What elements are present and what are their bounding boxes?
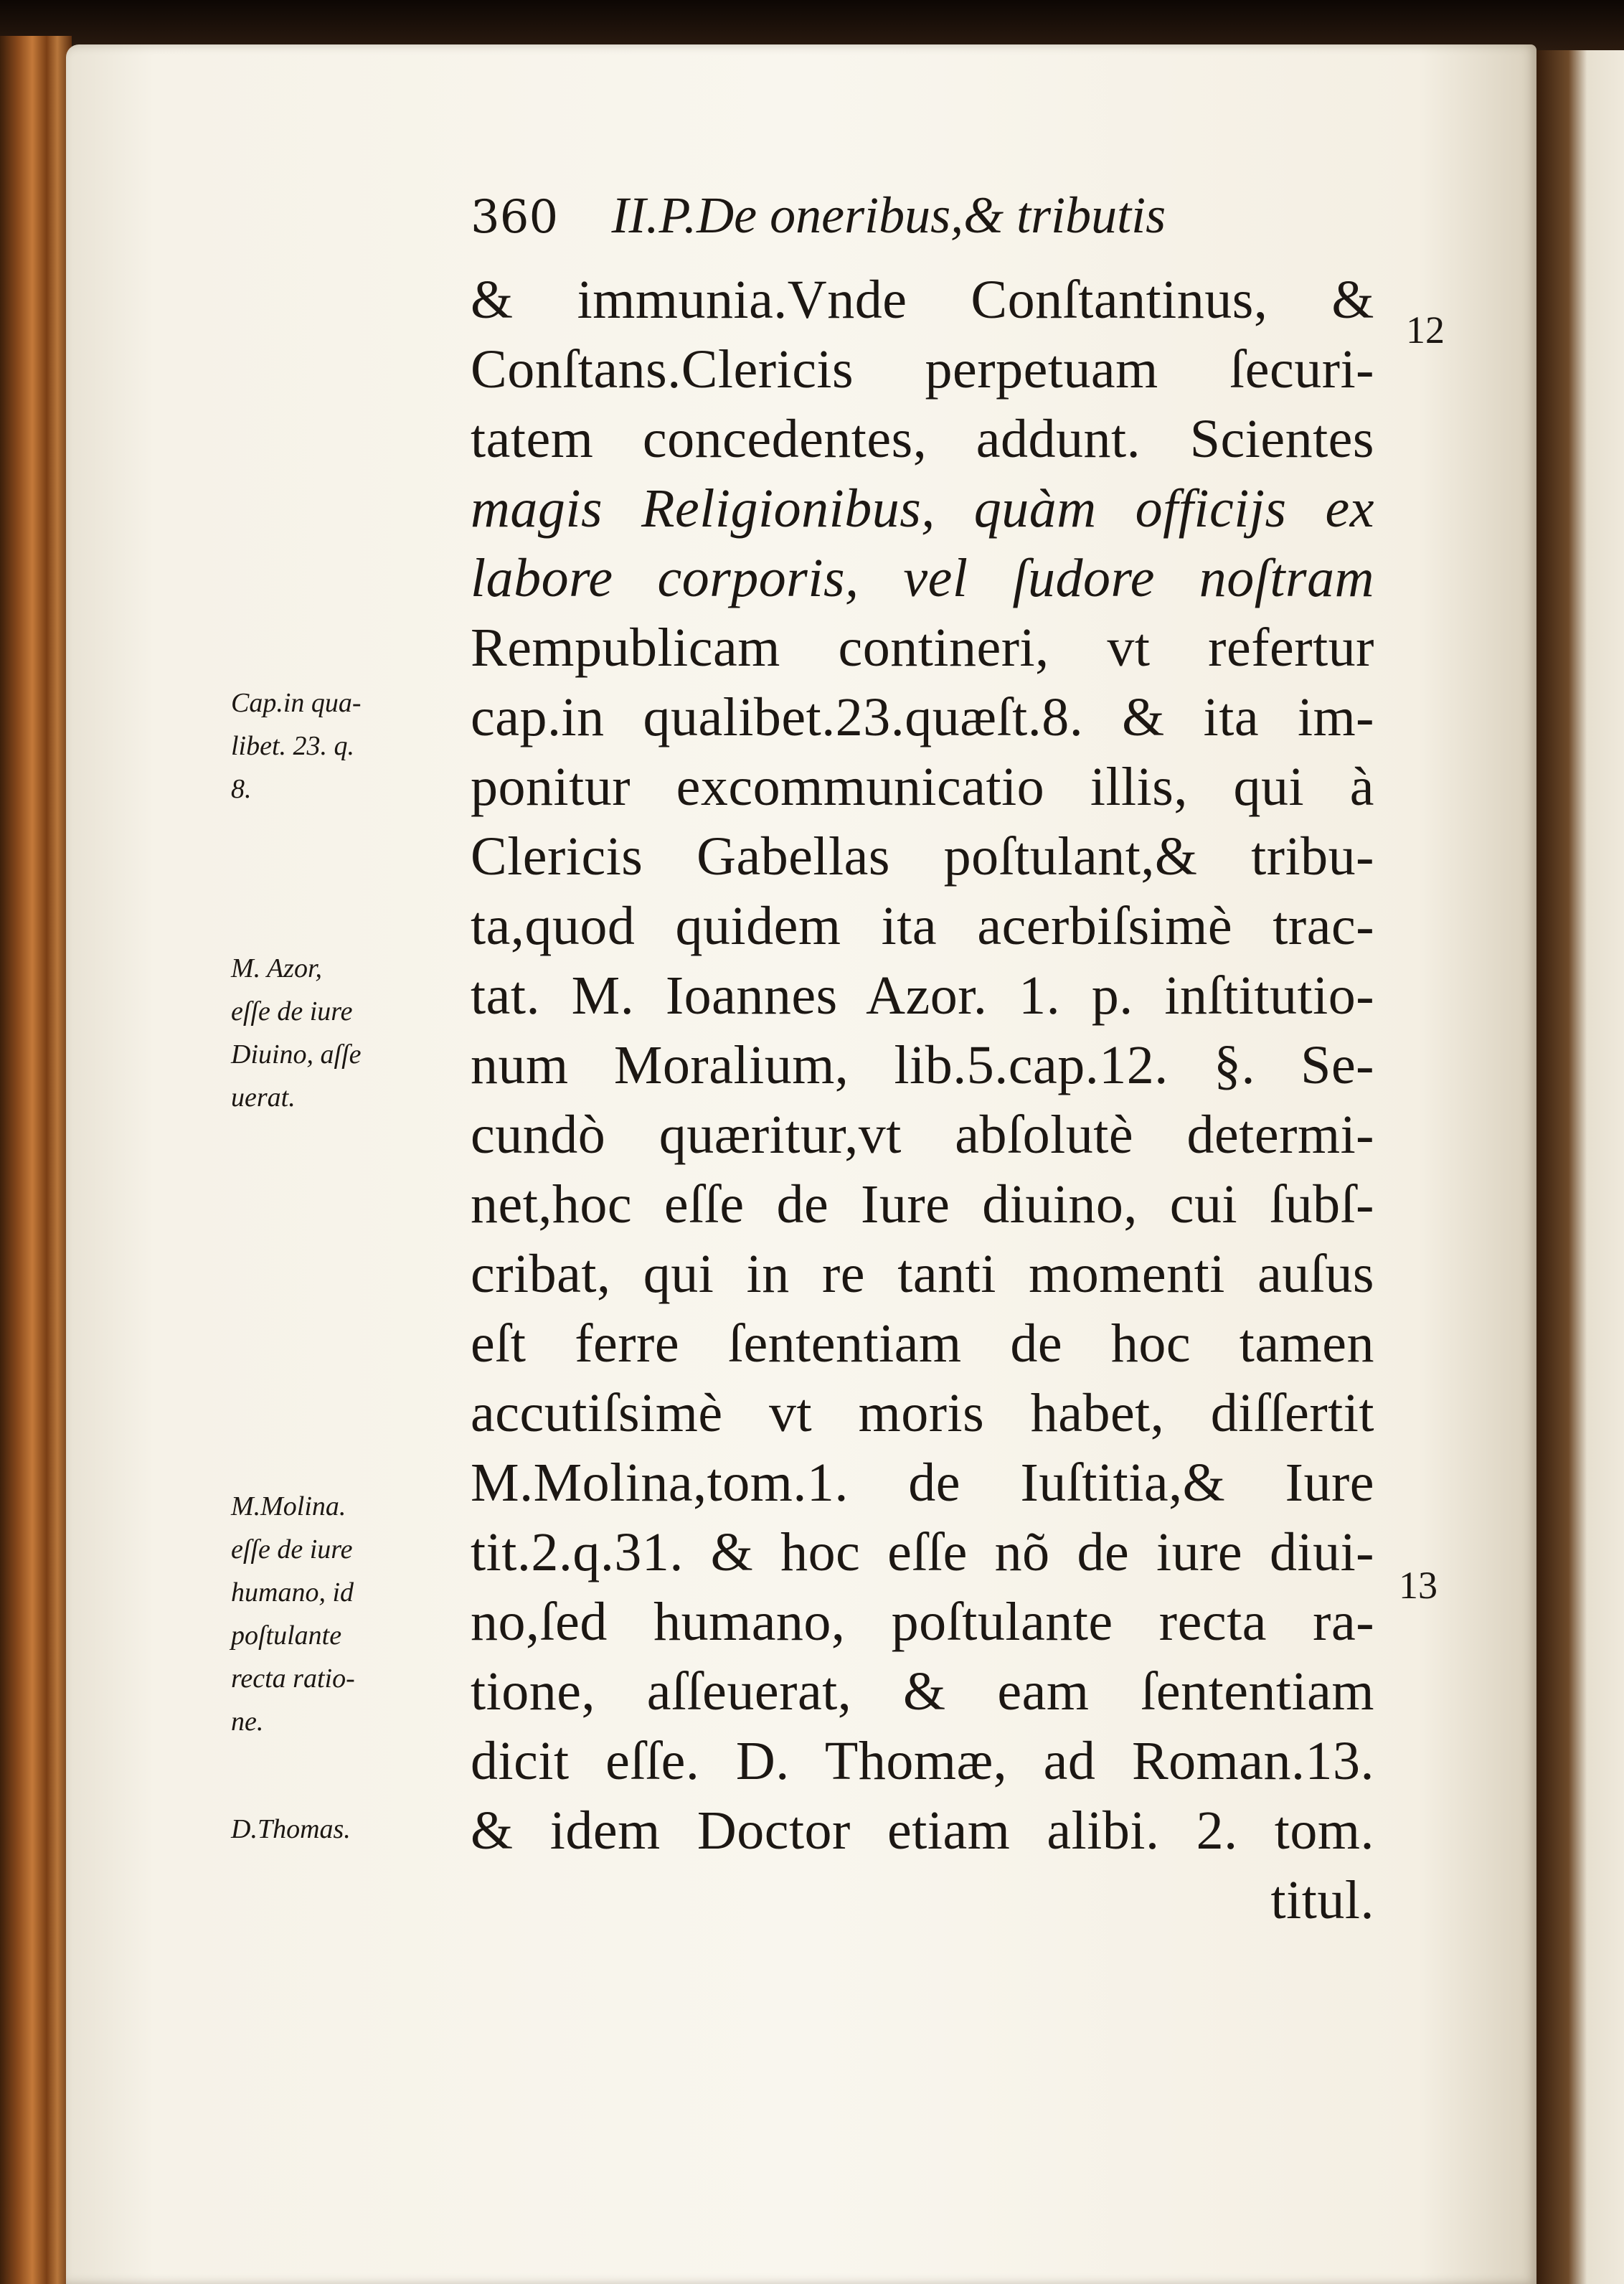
section-number-12: 12 (1406, 308, 1445, 351)
main-text-block (471, 265, 1374, 1935)
margin-note (231, 1485, 461, 1743)
text-line: titul. (1270, 1870, 1374, 1930)
text-line: eſt ferre ſententiam de hoc tamen (471, 1313, 1374, 1374)
text-line: tione, aſſeuerat, & eam ſententiam (471, 1661, 1374, 1722)
margin-note-line: M. Azor, (231, 953, 323, 983)
margin-note-line: eſſe de iure (231, 996, 353, 1027)
book-fore-edge (0, 36, 72, 2284)
text-line: dicit eſſe. D. Thomæ, ad Roman.13. (471, 1731, 1374, 1791)
margin-note (231, 1808, 461, 1851)
margin-note-line: Diuino, aſſe (231, 1039, 362, 1070)
margin-note (231, 947, 461, 1119)
margin-note-line: uerat. (231, 1082, 296, 1113)
margin-note-line: poſtulante (231, 1620, 342, 1651)
text-line: & idem Doctor etiam alibi. 2. tom. (471, 1801, 1374, 1861)
text-line: cundò quæritur,vt abſolutè determi- (471, 1105, 1374, 1165)
margin-note-line: 8. (231, 774, 252, 804)
text-line: cap.in qualibet.23.quæſt.8. & ita im- (471, 687, 1374, 747)
text-line: Rempublicam contineri, vt refertur (471, 618, 1374, 678)
book-top-edge (0, 0, 1624, 50)
margin-note-line: libet. 23. q. (231, 731, 355, 761)
margin-note-line: M.Molina. (231, 1491, 346, 1521)
text-line: tat. M. Ioannes Azor. 1. p. inſtitutio- (471, 966, 1374, 1026)
text-line: M.Molina,tom.1. de Iuſtitia,& Iure (471, 1453, 1374, 1513)
margin-note-line: Cap.in qua- (231, 688, 362, 718)
text-line: num Moralium, lib.5.cap.12. §. Se- (471, 1035, 1374, 1095)
text-line: Conſtans.Clericis perpetuam ſecuri- (471, 339, 1374, 400)
margin-note-line: ne. (231, 1707, 264, 1737)
margin-note-line: recta ratio- (231, 1664, 355, 1694)
margin-note-line: humano, id (231, 1577, 354, 1608)
text-line: & immunia.Vnde Conſtantinus, & (471, 270, 1374, 330)
page-number: 360 (471, 191, 559, 244)
margin-note-line: D.Thomas. (231, 1814, 351, 1844)
text-line: no,ſed humano, poſtulante recta ra- (471, 1592, 1374, 1652)
text-line: tit.2.q.31. & hoc eſſe nõ de iure diui- (471, 1522, 1374, 1582)
text-line: magis Religionibus, quàm officijs ex (471, 478, 1374, 539)
running-head-title: II.P.De oneribus,& tributis (611, 187, 1166, 244)
text-line: ta,quod quidem ita acerbiſsimè trac- (471, 896, 1374, 956)
text-line: accutiſsimè vt moris habet, diſſertit (471, 1383, 1374, 1443)
running-head (471, 179, 1389, 251)
text-line: cribat, qui in re tanti momenti auſus (471, 1244, 1374, 1304)
facing-page-edge (1531, 50, 1624, 2284)
text-line: net,hoc eſſe de Iure diuino, cui ſubſ- (471, 1174, 1374, 1235)
margin-note (231, 681, 461, 811)
text-line: tatem concedentes, addunt. Scientes (471, 409, 1374, 469)
text-line: Clericis Gabellas poſtulant,& tribu- (471, 826, 1374, 887)
text-line: labore corporis, vel ſudore noſtram (471, 548, 1374, 608)
margin-note-line: eſſe de iure (231, 1534, 353, 1565)
text-line: ponitur excommunicatio illis, qui à (471, 757, 1374, 817)
section-number-13: 13 (1399, 1564, 1437, 1607)
